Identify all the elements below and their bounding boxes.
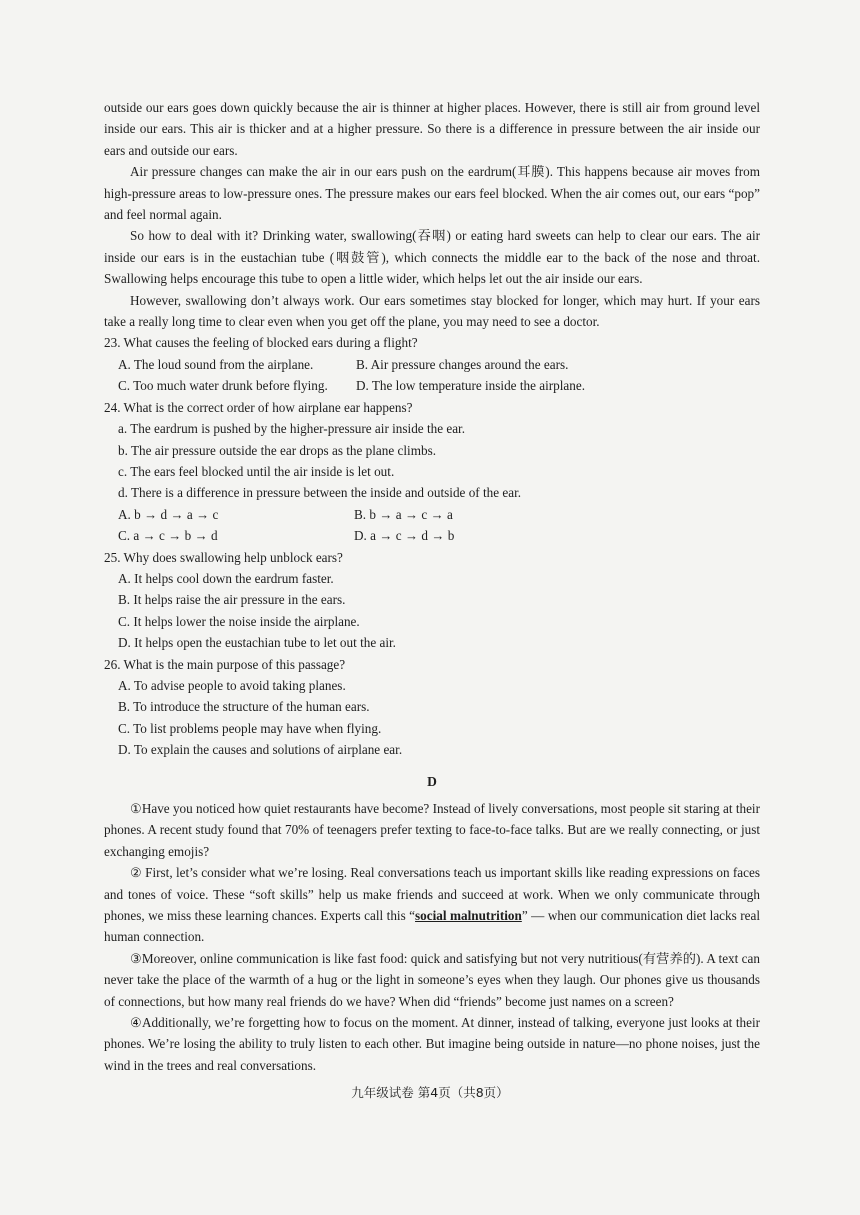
passage-d-paragraph-2 — [104, 862, 760, 948]
question-24 — [104, 397, 760, 547]
question-24-options-row-2 — [104, 525, 760, 546]
page-content — [104, 97, 760, 1076]
question-24-stem: 24. What is the correct order of how airplane ear happens? — [104, 399, 413, 415]
passage-c-paragraph-2: So how to deal with it? Drinking water, swallowing(吞咽) or eating hard sweets can help to clear our ears. The air inside our ears is in the eustachian tube (咽鼓管), which connects the middle ear to the back of the nose and throat. Swallowing helps encourage this tube to open a little wider, which helps let out the air inside our ears. — [104, 228, 760, 287]
question-26-stem: 26. What is the main purpose of this passage? — [104, 656, 346, 672]
question-23-option-c: C. Too much water drunk before flying. — [118, 378, 328, 394]
question-25-option-c: C. It helps lower the noise inside the airplane. — [118, 613, 360, 629]
passage-c-paragraph-0: outside our ears goes down quickly because the air is thinner at higher places. However, there is still air from ground level inside our ears. This air is thicker and at a higher pressure. So there is a difference in pressure between the air inside our ears and outside our ears. — [104, 100, 760, 158]
page-footer: 九年级试卷 第4页（共8页） — [351, 1085, 509, 1100]
question-24-step-a: a. The eardrum is pushed by the higher-pressure air inside the ear. — [118, 421, 466, 437]
question-24-step-b: b. The air pressure outside the ear drops as the plane climbs. — [118, 442, 436, 458]
question-24-options-row-1 — [104, 504, 760, 525]
question-24-option-a: A. b → d → a → c — [118, 506, 219, 522]
question-26-option-a: A. To advise people to avoid taking planes. — [118, 677, 346, 693]
passage-c-paragraph-3: However, swallowing don’t always work. Our ears sometimes stay blocked for longer, which may hurt. If your ears take a really long time to clear even when you get off the plane, you may need to see a doctor. — [104, 292, 760, 330]
question-26-option-b: B. To introduce the structure of the human ears. — [118, 699, 370, 715]
passage-d-paragraph-4: ④Additionally, we’re forgetting how to focus on the moment. At dinner, instead of talking, everyone just looks at their phones. We’re losing the ability to truly listen to each other. But imagine being outside in nature—no phone noises, just the wind in the trees and real conversations. — [104, 1015, 760, 1073]
passage-c-paragraph-1: Air pressure changes can make the air in our ears push on the eardrum(耳膜). This happens because air moves from high-pressure areas to low-pressure ones. The pressure makes our ears feel blocked. When the air comes out, our ears “pop” and feel normal again. — [104, 164, 760, 223]
question-24-option-b: B. b → a → c → a — [354, 506, 453, 522]
passage-d-title: D — [427, 773, 437, 789]
question-24-option-d: D. a → c → d → b — [354, 528, 455, 544]
social-malnutrition-term: social malnutrition — [415, 908, 522, 924]
question-26-option-c: C. To list problems people may have when flying. — [118, 720, 382, 736]
passage-d-paragraph-1: ①Have you noticed how quiet restaurants have become? Instead of lively conversations, most people sit staring at their phones. A recent study found that 70% of teenagers prefer texting to face-to-face talks. But are we really connecting, or just exchanging emojis? — [104, 801, 760, 859]
question-24-option-c: C. a → c → b → d — [118, 528, 218, 544]
passage-d-paragraph-2-text-b: ” — when our communication diet lacks real human connection. — [104, 908, 760, 945]
question-23-option-a: A. The loud sound from the airplane. — [118, 356, 314, 372]
question-25-option-d: D. It helps open the eustachian tube to let out the air. — [118, 635, 396, 651]
question-25-option-a: A. It helps cool down the eardrum faster. — [118, 570, 334, 586]
passage-d-paragraph-3: ③Moreover, online communication is like fast food: quick and satisfying but not very nutritious(有营养的). A text can never take the place of the warmth of a hug or the light in someone’s eyes when they laugh. Our phones give us thousands of connections, but how many real friends do we have? When did “friends” become just names on a screen? — [104, 950, 760, 1009]
question-23-options-row-2 — [104, 375, 760, 396]
question-25-stem: 25. Why does swallowing help unblock ears? — [104, 549, 343, 565]
question-24-step-d: d. There is a difference in pressure between the inside and outside of the ear. — [118, 485, 522, 501]
question-23-options-row-1 — [104, 354, 760, 375]
passage-d-paragraph-2-text-a: ② First, let’s consider what we’re losing. Real conversations teach us important skills like reading expressions on faces and tones of voice. These “soft skills” help us make friends and succeed at work. When we only communicate through phones, we miss these learning chances. Experts call this “ — [104, 865, 760, 924]
question-26-option-d: D. To explain the causes and solutions of airplane ear. — [118, 742, 403, 758]
question-23-stem: 23. What causes the feeling of blocked ears during a flight? — [104, 335, 418, 351]
question-25-option-b: B. It helps raise the air pressure in the ears. — [118, 592, 346, 608]
question-23-option-b: B. Air pressure changes around the ears. — [356, 356, 569, 372]
question-23-option-d: D. The low temperature inside the airplane. — [356, 378, 585, 394]
question-26 — [104, 654, 760, 761]
question-23 — [104, 332, 760, 396]
question-25 — [104, 547, 760, 654]
question-24-step-c: c. The ears feel blocked until the air inside is let out. — [118, 463, 395, 479]
